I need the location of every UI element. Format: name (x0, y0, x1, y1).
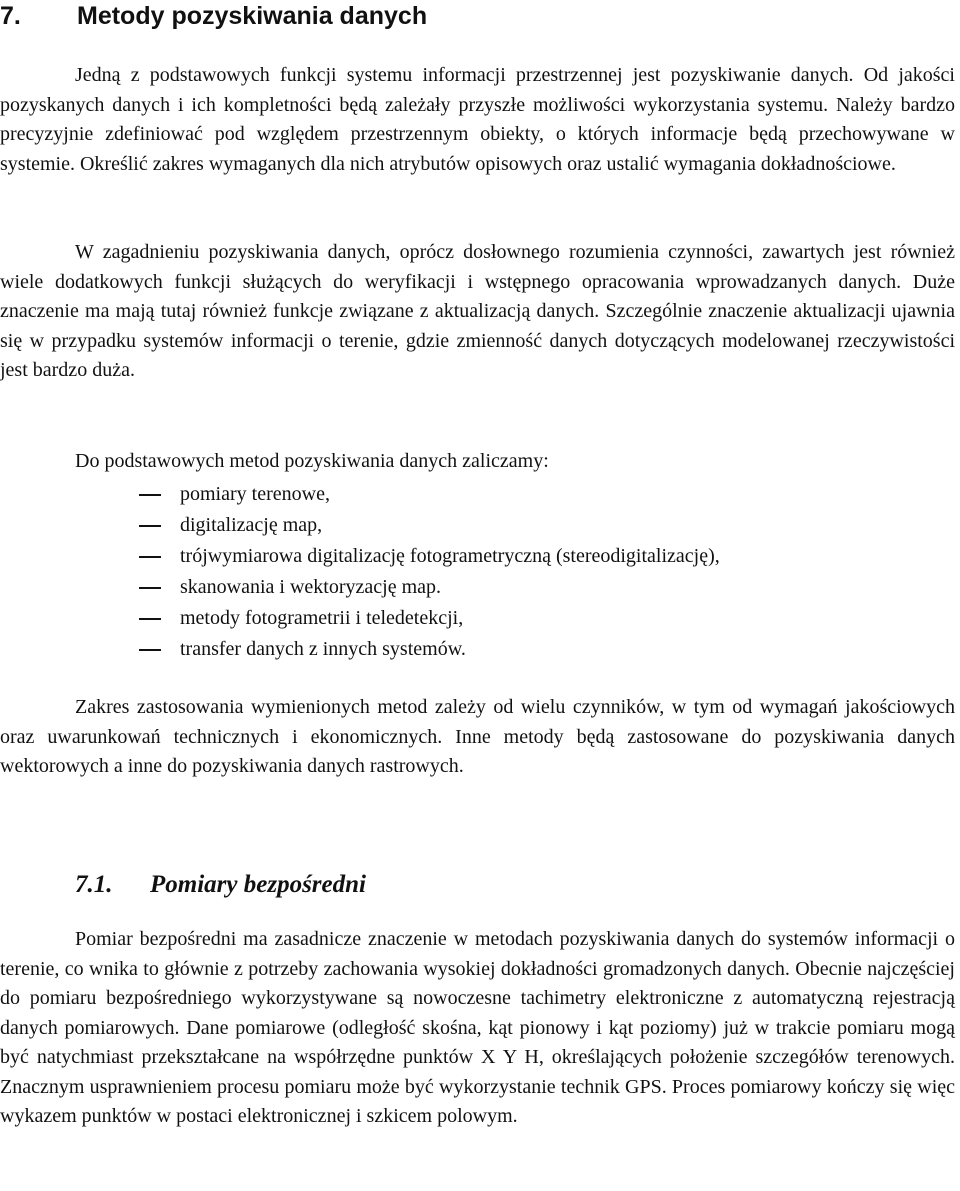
paragraph-scope: Zakres zastosowania wymienionych metod zależy od wielu czynników, w tym od wymagań jakościowych oraz uwarunkowań technicznych i ekonomicznych. Inne metody będą zastosowane do pozyskiwania danych wektorowych a inne do pozyskiwania danych rastrowych. (0, 696, 955, 777)
dash-bullet (139, 525, 161, 527)
section-number: 7. (0, 2, 21, 30)
dash-bullet (139, 494, 161, 496)
paragraph-intro: Jedną z podstawowych funkcji systemu informacji przestrzennej jest pozyskiwanie danych. Od jakości pozyskanych danych i ich kompletności będą zależały przyszłe możliwości wykorzystania systemu. Należy bardzo precyzyjnie zdefiniować pod względem przestrzennym obiekty, o których informacje będą przechowywane w systemie. Określić zakres wymaganych dla nich atrybutów opisowych oraz ustalić wymagania dokładnościowe. (0, 64, 955, 175)
list-item: trójwymiarowa digitalizację fotogrametryczną (stereodigitalizację), (0, 541, 955, 572)
subsection-title: Pomiary bezpośredni (150, 871, 366, 898)
dash-bullet (139, 618, 161, 620)
subsection-number: 7.1. (75, 871, 113, 898)
paragraph-direct-measurement: Pomiar bezpośredni ma zasadnicze znaczenie w metodach pozyskiwania danych do systemów informacji o terenie, co wnika to głównie z potrzeby zachowania wysokiej dokładności gromadzonych danych. Obecnie najczęściej do pomiaru bezpośredniego wykorzystywane są nowoczesne tachimetry elektroniczne z automatyczną rejestracją danych pomiarowych. Dane pomiarowe (odległość skośna, kąt pionowy i kąt poziomy) już w trakcie pomiaru mogą być natychmiast przekształcane na współrzędne punktów X Y H, określających położenie szczegółów terenowych. Znacznym usprawnieniem procesu pomiaru może być wykorzystanie technik GPS. Proces pomiarowy kończy się więc wykazem punktów w postaci elektronicznej i szkicem polowym. (0, 928, 955, 1127)
subsection-heading (0, 868, 960, 902)
list-item: digitalizację map, (0, 510, 955, 541)
list-item: skanowania i wektoryzację map. (0, 572, 955, 603)
section-title: Metody pozyskiwania danych (77, 2, 428, 30)
list-item: transfer danych z innych systemów. (0, 634, 955, 665)
list-item: pomiary terenowe, (0, 479, 955, 510)
dash-bullet (139, 587, 161, 589)
paragraph-acquisition: W zagadnieniu pozyskiwania danych, oprócz dosłownego rozumienia czynności, zawartych jest również wiele dodatkowych funkcji służących do weryfikacji i wstępnego opracowania wprowadzanych danych. Duże znaczenie ma mają tutaj również funkcje związane z aktualizacją danych. Szczególnie znaczenie aktualizacji ujawnia się w przypadku systemów informacji o terenie, gdzie zmienność danych dotyczących modelowanej rzeczywistości jest bardzo duża. (0, 241, 955, 381)
list-item: metody fotogrametrii i teledetekcji, (0, 603, 955, 634)
dash-bullet (139, 556, 161, 558)
methods-list (0, 479, 955, 665)
paragraph-methods-intro: Do podstawowych metod pozyskiwania danych zaliczamy: (75, 450, 549, 472)
dash-bullet (139, 649, 161, 651)
